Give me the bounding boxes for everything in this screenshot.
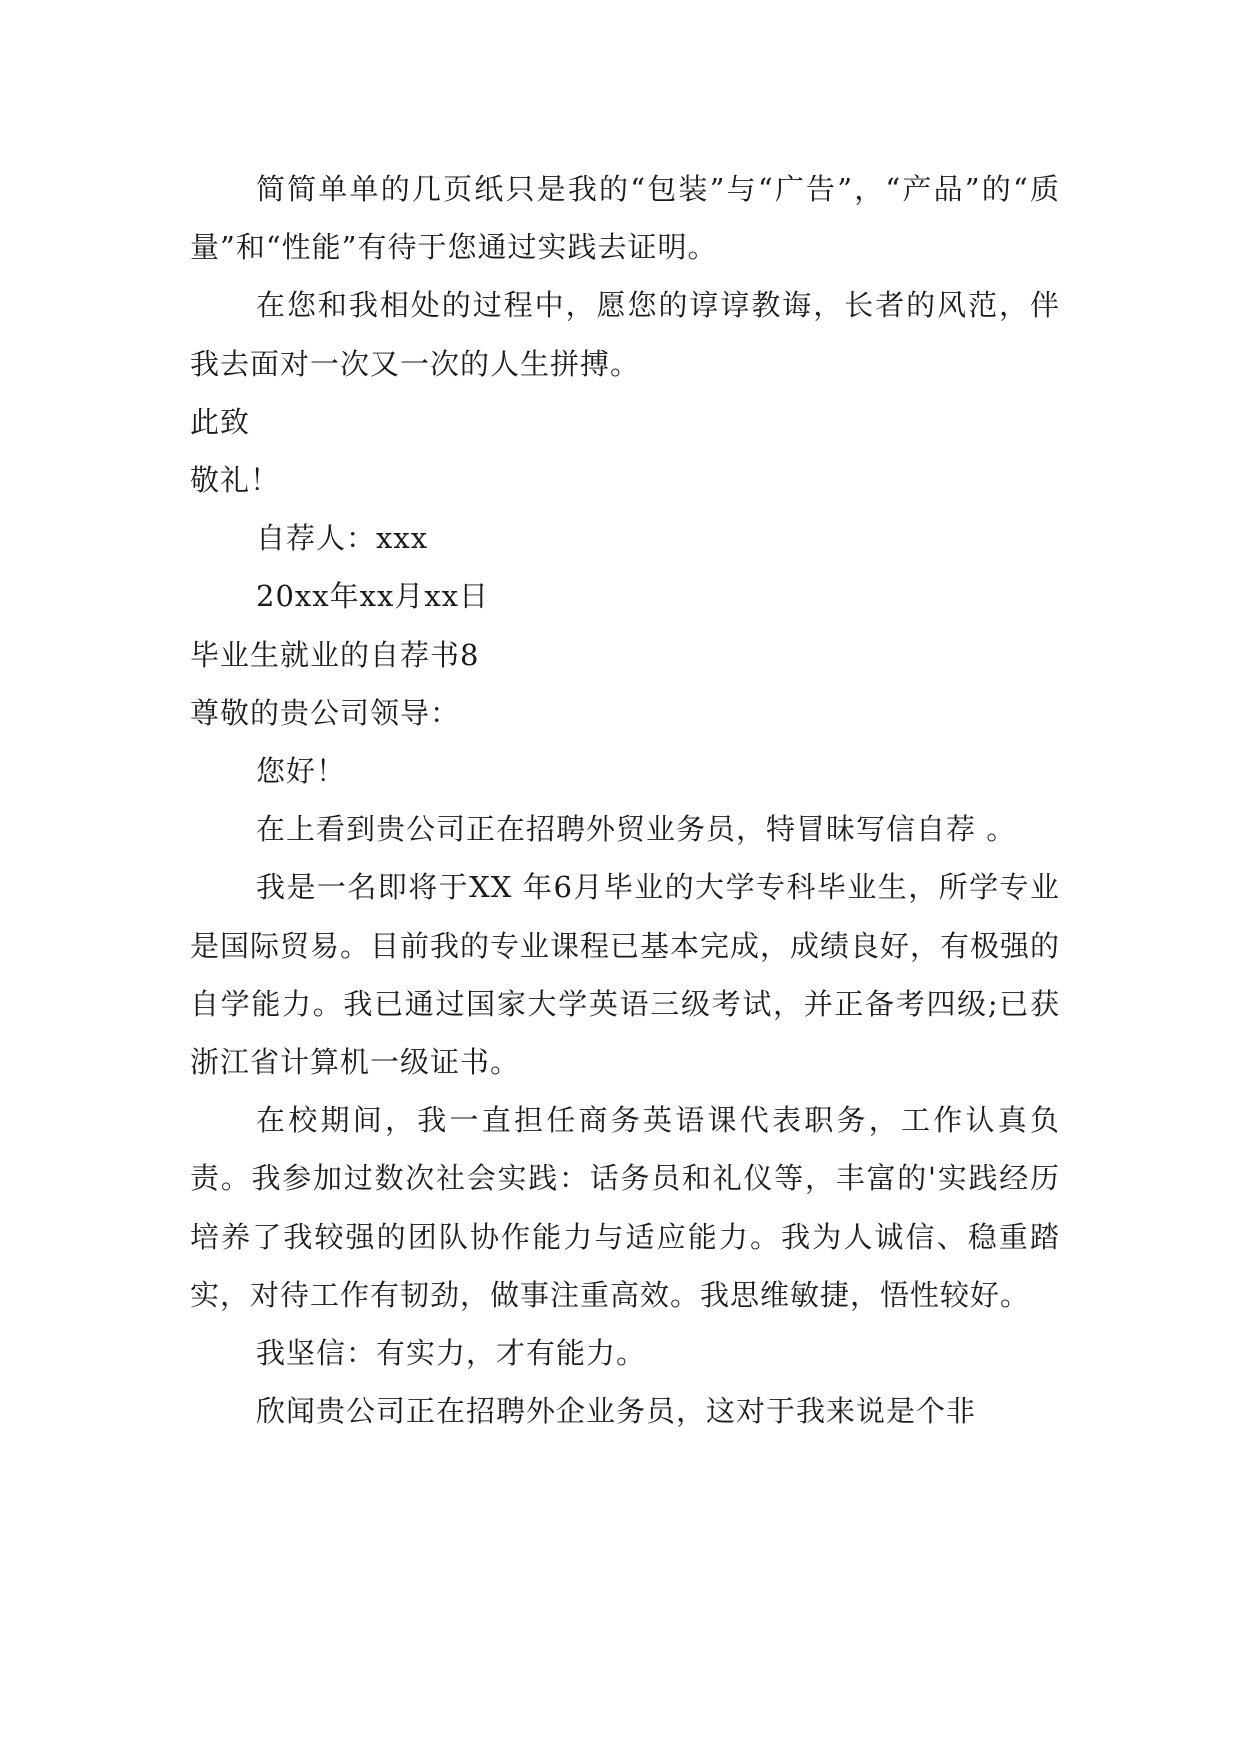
paragraph-opportunity: 欣闻贵公司正在招聘外企业务员，这对于我来说是个非: [256, 1394, 977, 1429]
signature-date: 20xx年xx月xx日: [256, 579, 490, 614]
paragraph-intro: 在上看到贵公司正在招聘外贸业务员，特冒昧写信自荐 。: [256, 812, 1017, 847]
paragraph-packaging-metaphor: 简简单单的几页纸只是我的“包装”与“广告”，“产品”的“质量”和“性能”有待于您通过实践去证明。: [190, 172, 1060, 265]
closing-jingli: 敬礼！: [190, 463, 281, 498]
document-body: [190, 160, 1060, 1440]
paragraph-experience: 在校期间，我一直担任商务英语课代表职务，工作认真负责。我参加过数次社会实践：话务员和礼仪等，丰富的'实践经历培养了我较强的团队协作能力与适应能力。我为人诚信、稳重踏实，对待工作有韧劲，做事注重高效。我思维敏捷，悟性较好。: [190, 1103, 1060, 1312]
section-title: 毕业生就业的自荐书8: [190, 637, 480, 672]
paragraph-guidance-hope: 在您和我相处的过程中，愿您的谆谆教诲，长者的风范，伴我去面对一次又一次的人生拼搏。: [190, 288, 1060, 381]
paragraph-belief: 我坚信：有实力，才有能力。: [256, 1336, 647, 1371]
greeting: 您好！: [256, 754, 347, 789]
closing-cizhi: 此致: [190, 404, 251, 439]
paragraph-education: 我是一名即将于XX 年6月毕业的大学专科毕业生，所学专业是国际贸易。目前我的专业课程已基本完成，成绩良好，有极强的自学能力。我已通过国家大学英语三级考试，并正备考四级;已获浙江省计算机一级证书。: [190, 870, 1061, 1080]
salutation: 尊敬的贵公司领导：: [190, 695, 461, 730]
signature-name: 自荐人：xxx: [256, 521, 429, 556]
